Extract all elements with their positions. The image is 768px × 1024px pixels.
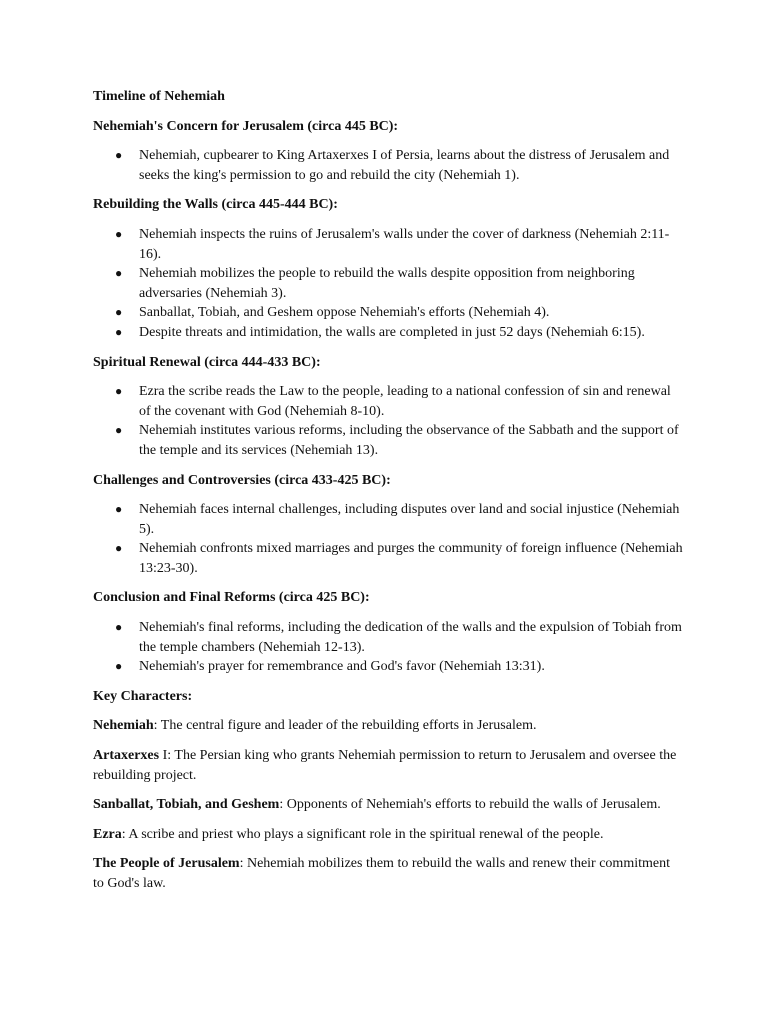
character-description: : The Persian king who grants Nehemiah permission to return to Jerusalem and oversee the rebuilding project. xyxy=(93,748,677,783)
character-entry xyxy=(93,746,683,785)
section-heading-rebuilding: Rebuilding the Walls (circa 445-444 BC): xyxy=(93,197,338,213)
bullet-icon: ● xyxy=(115,541,123,556)
list-item: ● Nehemiah institutes various reforms, including the observance of the Sabbath and the support of the temple and its services (Nehemiah 13). xyxy=(115,423,679,458)
section-heading-conclusion: Conclusion and Final Reforms (circa 425 BC): xyxy=(93,590,370,606)
character-name: The People of Jerusalem xyxy=(93,856,240,872)
list-item: ● Nehemiah mobilizes the people to rebuild the walls despite opposition from neighboring adversaries (Nehemiah 3). xyxy=(115,266,635,301)
key-characters-heading: Key Characters: xyxy=(93,688,193,704)
character-description: : The central figure and leader of the rebuilding efforts in Jerusalem. xyxy=(153,718,537,734)
section-heading-spiritual-renewal: Spiritual Renewal (circa 444-433 BC): xyxy=(93,354,321,370)
section-list-conclusion xyxy=(93,618,683,677)
bullet-icon: ● xyxy=(115,324,123,339)
character-name: Nehemiah xyxy=(93,718,154,734)
section-list-concern xyxy=(93,146,683,185)
section-heading-challenges: Challenges and Controversies (circa 433-425 BC): xyxy=(93,472,391,488)
bullet-icon: ● xyxy=(115,423,123,438)
list-item: ● Nehemiah's prayer for remembrance and God's favor (Nehemiah 13:31). xyxy=(139,657,683,677)
character-entry xyxy=(93,716,683,736)
list-item: ● Ezra the scribe reads the Law to the people, leading to a national confession of sin and renewal of the covenant with God (Nehemiah 8-10). xyxy=(115,384,671,419)
character-name: Artaxerxes xyxy=(93,748,160,764)
list-item: ● Nehemiah, cupbearer to King Artaxerxes I of Persia, learns about the distress of Jerusalem and seeks the king's permission to go and rebuild the city (Nehemiah 1). xyxy=(115,148,670,183)
list-item: ● Nehemiah faces internal challenges, including disputes over land and social injustice (Nehemiah 5). xyxy=(115,502,680,537)
list-item: ● Nehemiah inspects the ruins of Jerusalem's walls under the cover of darkness (Nehemiah 2:11-16). xyxy=(115,226,670,262)
character-description: : Opponents of Nehemiah's efforts to rebuild the walls of Jerusalem. xyxy=(279,797,661,813)
bullet-icon: ● xyxy=(115,659,123,674)
character-entry xyxy=(93,795,683,815)
section-list-spiritual-renewal xyxy=(93,382,683,460)
character-description: : Nehemiah mobilizes them to rebuild the walls and renew their commitment to God's law. xyxy=(93,856,670,891)
bullet-icon: ● xyxy=(115,226,123,241)
list-item: ● Nehemiah confronts mixed marriages and purges the community of foreign influence (Nehemiah 13:23-30). xyxy=(115,541,683,576)
character-name: Sanballat, Tobiah, and Geshem xyxy=(93,797,280,813)
document-title: Timeline of Nehemiah xyxy=(93,89,225,104)
character-entry xyxy=(93,825,683,845)
list-item: ● Nehemiah's final reforms, including the dedication of the walls and the expulsion of Tobiah from the temple chambers (Nehemiah 12-13). xyxy=(115,620,682,655)
bullet-icon: ● xyxy=(115,148,123,163)
bullet-icon: ● xyxy=(115,266,123,281)
character-description: : A scribe and priest who plays a significant role in the spiritual renewal of the people. xyxy=(121,826,604,842)
bullet-icon: ● xyxy=(115,305,123,320)
bullet-icon: ● xyxy=(115,502,123,517)
character-entry xyxy=(93,854,683,893)
bullet-icon: ● xyxy=(115,384,123,399)
list-item: ● Sanballat, Tobiah, and Geshem oppose Nehemiah's efforts (Nehemiah 4). xyxy=(139,303,683,323)
character-name: Ezra xyxy=(93,826,122,842)
bullet-icon: ● xyxy=(115,620,123,635)
document-page xyxy=(93,87,683,904)
list-item: ● Despite threats and intimidation, the walls are completed in just 52 days (Nehemiah 6:15). xyxy=(139,323,683,343)
section-list-rebuilding xyxy=(93,225,683,343)
character-name-suffix: I xyxy=(159,748,168,764)
section-list-challenges xyxy=(93,500,683,578)
section-heading-concern: Nehemiah's Concern for Jerusalem (circa 445 BC): xyxy=(93,118,399,134)
